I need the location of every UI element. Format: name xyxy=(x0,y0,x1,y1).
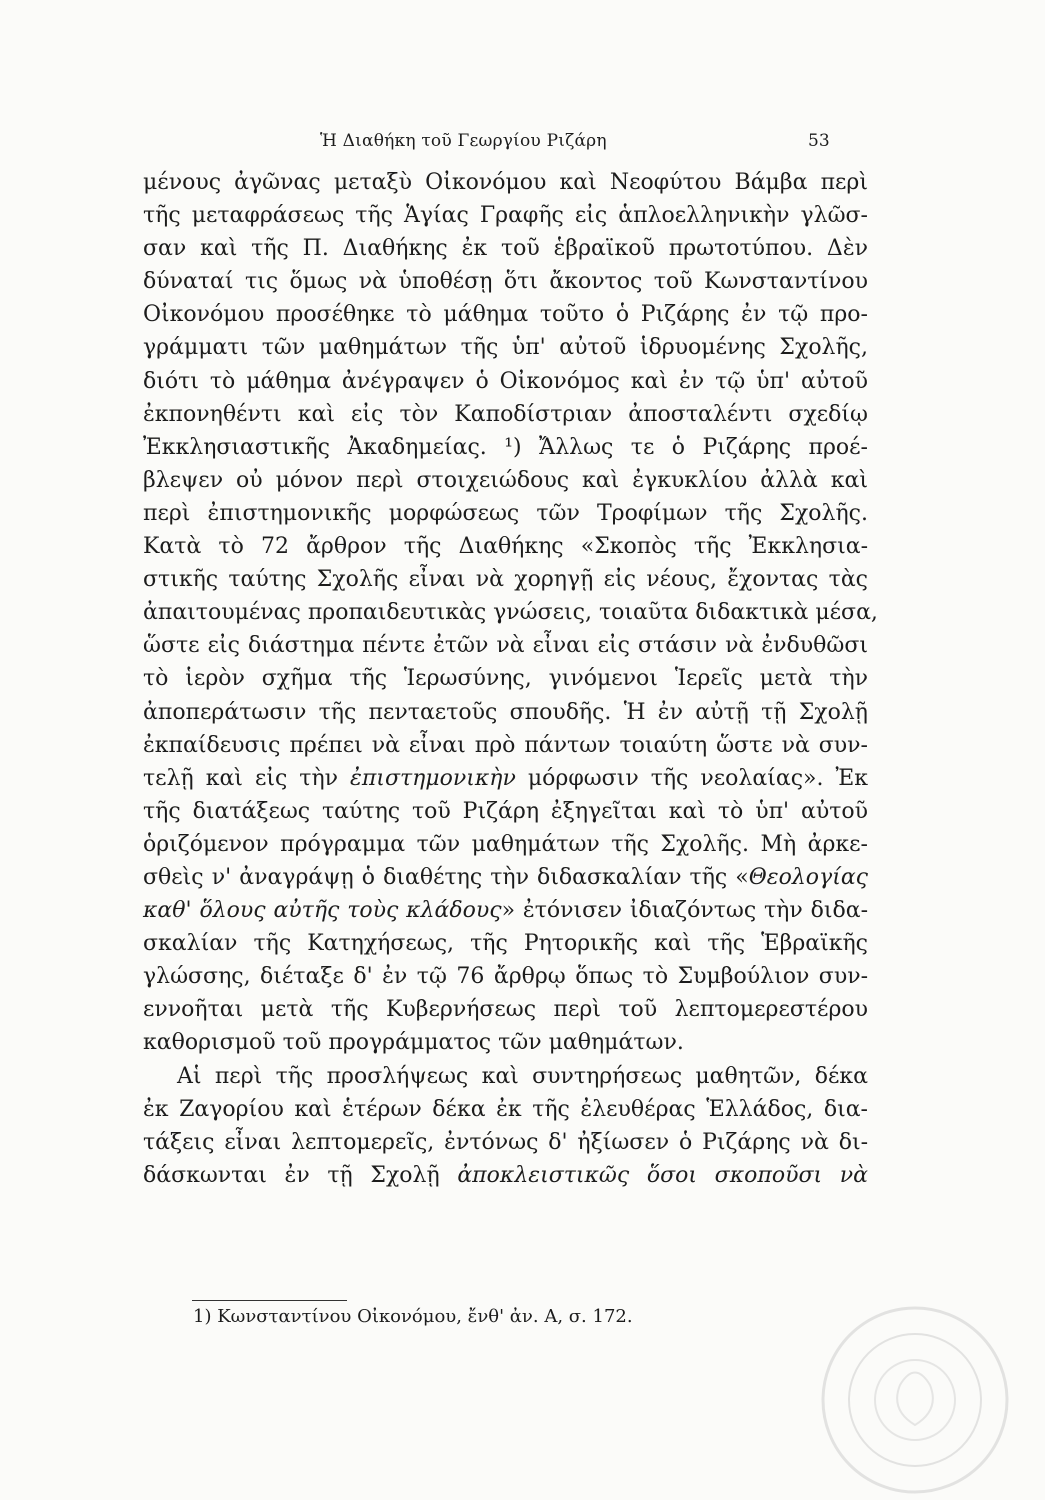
text-line: βλεψεν οὐ μόνον περὶ στοιχειώδους καὶ ἐγκυκλίου ἀλλὰ καὶ xyxy=(143,467,868,493)
body-text xyxy=(143,166,878,1192)
text-line: Κατὰ τὸ 72 ἄρθρον τῆς Διαθήκης «Σκοπὸς τῆς Ἐκκλησια- xyxy=(143,534,868,560)
text-line: τάξεις εἶναι λεπτομερεῖς, ἐντόνως δ' ἠξίωσεν ὁ Ριζάρης νὰ δι- xyxy=(143,1129,868,1155)
text-line: σαν καὶ τῆς Π. Διαθήκης ἐκ τοῦ ἑβραϊκοῦ πρωτοτύπου. Δὲν xyxy=(143,236,868,262)
text-line: διότι τὸ μάθημα ἀνέγραψεν ὁ Οἰκονόμος καὶ ἐν τῷ ὑπ' αὐτοῦ xyxy=(143,368,868,394)
text-line: ἐκπονηθέντι καὶ εἰς τὸν Καποδίστριαν ἀποσταλέντι σχεδίῳ xyxy=(143,401,868,427)
text-run: » ἐτόνισεν ἰδιαζόντως τὴν διδα- xyxy=(501,898,869,924)
text-run: δάσκωνται ἐν τῇ Σχολῇ xyxy=(143,1162,458,1188)
text-line: ἐκ Ζαγορίου καὶ ἑτέρων δέκα ἐκ τῆς ἐλευθέρας Ἑλλάδος, δια- xyxy=(143,1096,868,1122)
text-run: σθεὶς ν' ἀναγράψῃ ὁ διαθέτης τὴν διδασκαλίαν τῆς « xyxy=(143,864,749,890)
text-line: γλώσσης, διέταξε δ' ἐν τῷ 76 ἄρθρῳ ὅπως τὸ Συμβούλιον συν- xyxy=(143,964,868,990)
text-line: ἐκπαίδευσις πρέπει νὰ εἶναι πρὸ πάντων τοιαύτη ὥστε νὰ συν- xyxy=(143,732,868,758)
text-line xyxy=(143,861,868,894)
text-line xyxy=(143,894,868,927)
text-line: περὶ ἐπιστημονικῆς μορφώσεως τῶν Τροφίμων τῆς Σχολῆς. xyxy=(143,500,868,526)
text-line xyxy=(143,762,868,795)
text-line: δύναταί τις ὅμως νὰ ὑποθέσῃ ὅτι ἄκοντος τοῦ Κωνσταντίνου xyxy=(143,269,868,295)
text-line: ὁριζόμενον πρόγραμμα τῶν μαθημάτων τῆς Σχολῆς. Μὴ ἀρκε- xyxy=(143,831,868,857)
italic-text: ἀποκλειστικῶς ὅσοι σκοποῦσι νὰ xyxy=(457,1162,868,1188)
italic-text: καθ' ὅλους αὐτῆς τοὺς κλάδους xyxy=(143,898,502,924)
footnote-divider xyxy=(192,1300,347,1301)
text-line: στικῆς ταύτης Σχολῆς εἶναι νὰ χορηγῇ εἰς νέους, ἔχοντας τὰς xyxy=(143,567,868,593)
text-line: τὸ ἱερὸν σχῆμα τῆς Ἱερωσύνης, γινόμενοι Ἱερεῖς μετὰ τὴν xyxy=(143,666,868,692)
text-line: σκαλίαν τῆς Κατηχήσεως, τῆς Ρητορικῆς καὶ τῆς Ἑβραϊκῆς xyxy=(143,931,868,957)
text-line: ἀπαιτουμένας προπαιδευτικὰς γνώσεις, τοιαῦτα διδακτικὰ μέσα, xyxy=(143,600,878,626)
italic-text: ἐπιστημονικὴν xyxy=(350,765,516,791)
text-line: ὥστε εἰς διάστημα πέντε ἐτῶν νὰ εἶναι εἰς στάσιν νὰ ἐνδυθῶσι xyxy=(143,633,868,659)
text-line: γράμματι τῶν μαθημάτων τῆς ὑπ' αὐτοῦ ἱδρυομένης Σχολῆς, xyxy=(143,335,868,361)
text-line: Ἐκκλησιαστικῆς Ἀκαδημείας. ¹) Ἄλλως τε ὁ Ριζάρης προέ- xyxy=(143,434,868,460)
text-line: μένους ἀγῶνας μεταξὺ Οἰκονόμου καὶ Νεοφύτου Βάμβα περὶ xyxy=(143,170,868,195)
text-line: τῆς μεταφράσεως τῆς Ἁγίας Γραφῆς εἰς ἁπλοελληνικὴν γλῶσ- xyxy=(143,203,868,229)
text-run: τελῇ καὶ εἰς τὴν xyxy=(143,765,351,791)
text-line xyxy=(143,1159,868,1192)
italic-text: Θεολογίας xyxy=(748,864,868,890)
running-header: Ἡ Διαθήκη τοῦ Γεωργίου Ριζάρη xyxy=(320,131,607,151)
text-line: τῆς διατάξεως ταύτης τοῦ Ριζάρη ἐξηγεῖται καὶ τὸ ὑπ' αὐτοῦ xyxy=(143,798,868,824)
text-line: Αἱ περὶ τῆς προσλήψεως καὶ συντηρήσεως μαθητῶν, δέκα xyxy=(177,1063,868,1089)
text-run: μόρφωσιν τῆς νεολαίας». Ἐκ xyxy=(515,765,868,791)
library-stamp-icon xyxy=(815,1300,1015,1500)
text-line: καθορισμοῦ τοῦ προγράμματος τῶν μαθημάτων. xyxy=(143,1030,684,1056)
page-number: 53 xyxy=(808,131,830,151)
footnote: 1) Κωνσταντίνου Οἰκονόμου, ἔνθ' ἀν. Α, σ. 172. xyxy=(193,1306,633,1327)
text-line: ἀποπεράτωσιν τῆς πενταετοῦς σπουδῆς. Ἡ ἐν αὐτῇ τῇ Σχολῇ xyxy=(143,699,868,725)
text-line: εννοῆται μετὰ τῆς Κυβερνήσεως περὶ τοῦ λεπτομερεστέρου xyxy=(143,997,868,1023)
text-line: Οἰκονόμου προσέθηκε τὸ μάθημα τοῦτο ὁ Ριζάρης ἐν τῷ προ- xyxy=(143,302,868,328)
